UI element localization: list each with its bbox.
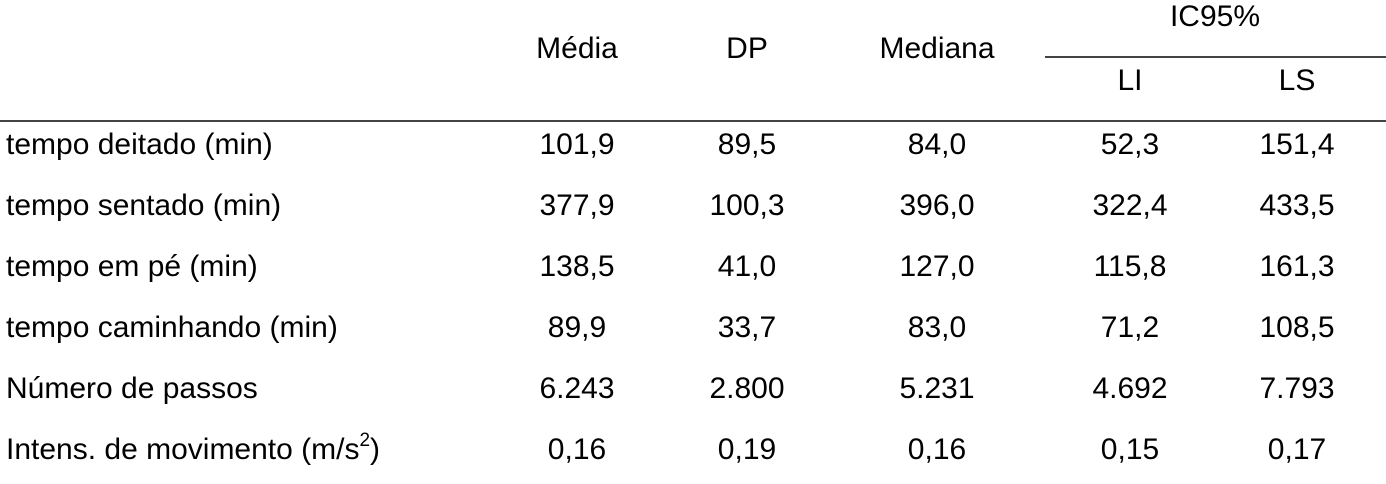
cell-mediana: 83,0 — [907, 311, 967, 344]
cell-mediana: 0,16 — [907, 433, 967, 466]
cell-ls: 7.793 — [1259, 372, 1335, 405]
cell-li: 71,2 — [1100, 311, 1160, 344]
cell-ls: 161,3 — [1259, 250, 1335, 283]
row-label: tempo em pé (min) — [6, 250, 258, 283]
cell-li: 322,4 — [1092, 189, 1168, 222]
cell-li: 0,15 — [1100, 433, 1160, 466]
cell-dp: 33,7 — [717, 311, 777, 344]
cell-mediana: 84,0 — [907, 128, 967, 161]
cell-ls: 0,17 — [1267, 433, 1327, 466]
cell-dp: 100,3 — [709, 189, 785, 222]
row-label-superscript: 2 — [359, 430, 371, 451]
cell-mediana: 396,0 — [899, 189, 975, 222]
header-li: LI — [1117, 64, 1143, 97]
header-rule — [0, 120, 1386, 122]
cell-media: 6.243 — [539, 372, 615, 405]
header-ic95: IC95% — [1169, 0, 1261, 33]
cell-dp: 2.800 — [709, 372, 785, 405]
header-ls: LS — [1278, 64, 1316, 97]
row-label-main: Intens. de movimento (m/s — [6, 433, 360, 466]
cell-dp: 0,19 — [717, 433, 777, 466]
cell-li: 4.692 — [1092, 372, 1168, 405]
header-dp: DP — [726, 32, 768, 65]
cell-media: 0,16 — [547, 433, 607, 466]
row-label: tempo caminhando (min) — [6, 311, 338, 344]
cell-media: 101,9 — [539, 128, 615, 161]
cell-media: 377,9 — [539, 189, 615, 222]
ic95-rule — [1045, 56, 1386, 58]
header-mediana: Mediana — [879, 32, 995, 65]
cell-ls: 151,4 — [1259, 128, 1335, 161]
cell-mediana: 5.231 — [899, 372, 975, 405]
cell-li: 52,3 — [1100, 128, 1160, 161]
header-media: Média — [536, 32, 618, 65]
cell-dp: 41,0 — [717, 250, 777, 283]
cell-dp: 89,5 — [717, 128, 777, 161]
cell-li: 115,8 — [1093, 250, 1167, 283]
row-label — [6, 430, 381, 467]
row-label: Número de passos — [6, 372, 258, 405]
cell-media: 89,9 — [547, 311, 607, 344]
cell-ls: 108,5 — [1259, 311, 1335, 344]
row-label: tempo sentado (min) — [6, 189, 282, 222]
cell-mediana: 127,0 — [899, 250, 975, 283]
row-label-end: ) — [370, 433, 381, 466]
cell-ls: 433,5 — [1259, 189, 1335, 222]
row-label: tempo deitado (min) — [6, 128, 273, 161]
cell-media: 138,5 — [539, 250, 615, 283]
